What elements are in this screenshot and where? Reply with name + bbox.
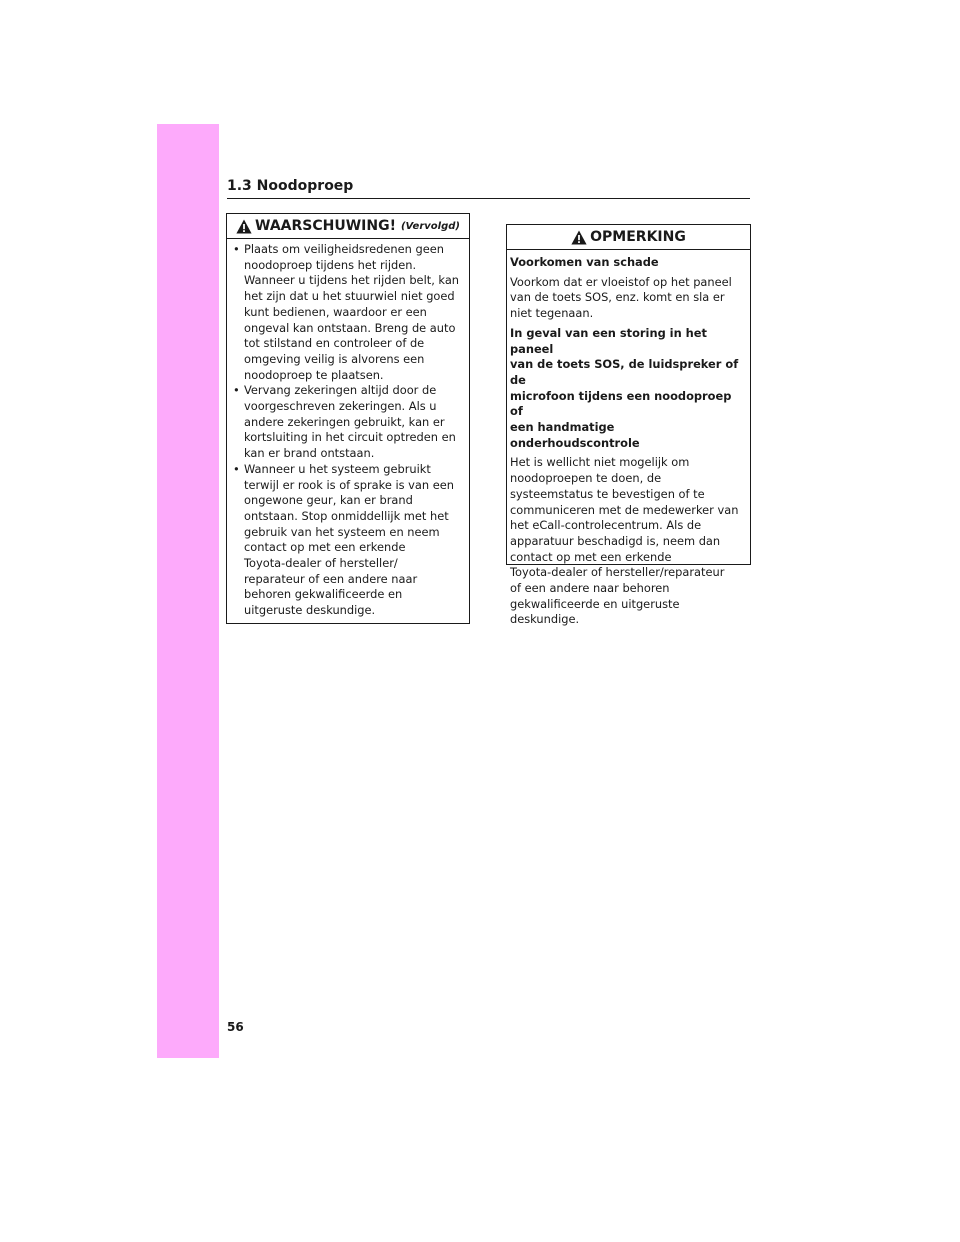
notice-subheading: Voorkomen van schade (510, 255, 659, 269)
notice-box (506, 224, 751, 627)
warning-box (226, 213, 470, 624)
warning-bullet-item (231, 242, 463, 383)
warning-header (227, 214, 469, 239)
page-number: 56 (227, 1020, 244, 1034)
warning-bullet-item (231, 462, 463, 619)
bullet-marker: • (233, 242, 240, 256)
notice-header (507, 225, 750, 250)
notice-body (507, 250, 750, 628)
warning-body (227, 239, 469, 619)
warning-bullet-text: Vervang zekeringen altijd door de voorgeschreven zekeringen. Als u andere zekeringen gebruikt, kan er kortsluiting in het circuit optreden en kan er brand ontstaan. (244, 383, 456, 461)
bullet-marker: • (233, 461, 240, 476)
bullet-marker: • (233, 383, 240, 398)
notice-paragraph: Het is wellicht niet mogelijk om noodoproepen te doen, de systeemstatus te bevestigen of te communiceren met de medewerker van het eCall-controlecentrum. Als de apparatuur beschadigd is, neem dan contact op met een erkende Toyota-dealer of hersteller/reparateur of een andere naar behoren gekwalificeerde en uitgeruste deskundige. (510, 455, 739, 627)
warning-bullet-text: Plaats om veiligheidsredenen geen noodoproep tijdens het rijden. Wanneer u tijdens het rijden belt, kan het zijn dat u het stuurwiel niet goed kunt bedienen, waardoor er een ongeval kan ontstaan. Breng de auto tot stilstand en controleer of de omgeving veilig is alvorens een noodoproep te plaatsen. (244, 242, 460, 382)
chapter-side-tab (157, 124, 219, 1058)
warning-bullet-item (231, 383, 463, 462)
warning-triangle-icon (236, 219, 252, 234)
warning-bullet-text: Wanneer u het systeem gebruikt terwijl er rook is of sprake is van een ongewone geur, kan er brand ontstaan. Stop onmiddellijk met het gebruik van het systeem en neem contact op met een erkende Toyota-dealer of hersteller/ reparateur of een andere naar behoren gekwalificeerde en uitgeruste deskundige. (244, 461, 454, 618)
warning-continued-label: (Vervolgd) (400, 220, 460, 232)
warning-triangle-icon (571, 230, 587, 245)
notice-title: OPMERKING (590, 229, 686, 245)
notice-paragraph: Voorkom dat er vloeistof op het paneel van de toets SOS, enz. komt en sla er niet tegenaan. (510, 274, 732, 321)
section-heading: 1.3 Noodoproep (227, 178, 750, 199)
notice-subheading: In geval van een storing in het paneel van de toets SOS, de luidspreker of de microfoon tijdens een noodoproep of een handmatige onderhoudscontrole (510, 325, 739, 450)
warning-title: WAARSCHUWING! (255, 218, 396, 234)
